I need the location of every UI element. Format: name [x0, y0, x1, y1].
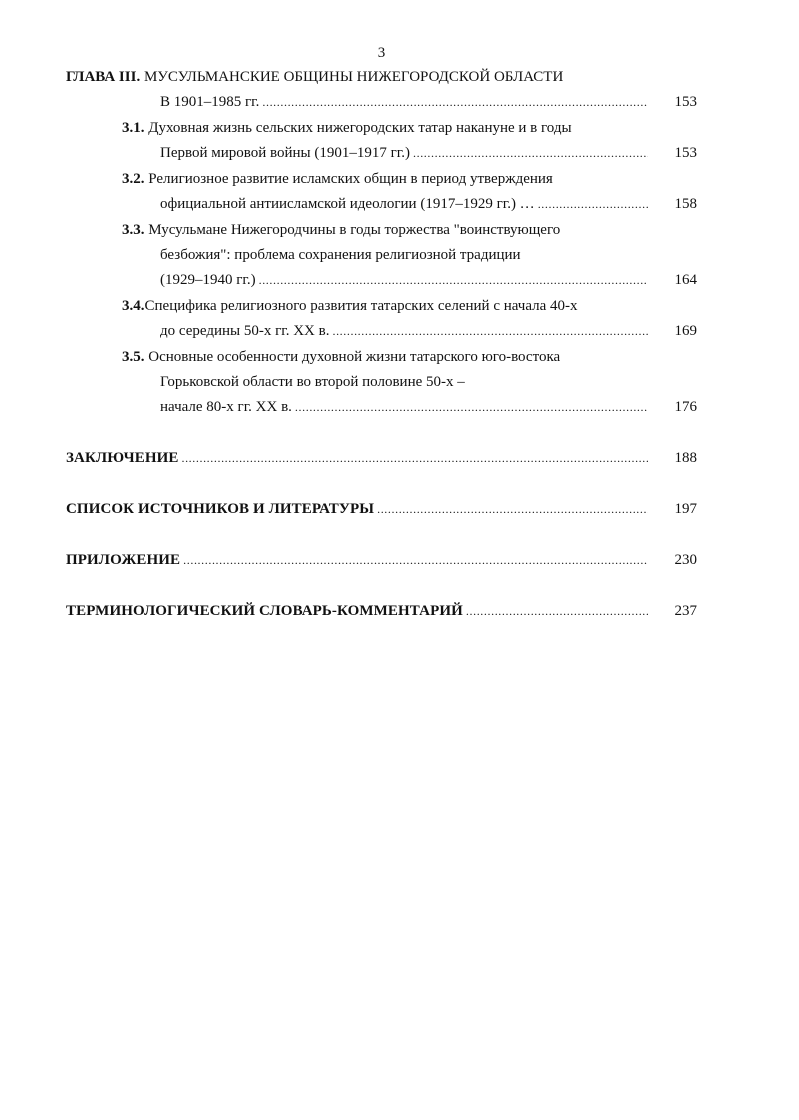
- section-3-4-page: 169: [674, 323, 697, 339]
- leader-dots: [466, 601, 648, 621]
- section-3-3-page: 164: [674, 272, 697, 288]
- page-number: 3: [377, 45, 386, 61]
- section-3-3-line1: Мусульмане Нижегородчины в годы торжества "воинствующего: [144, 222, 561, 238]
- section-3-3-number: 3.3.: [122, 222, 145, 238]
- leader-dots: [413, 143, 648, 163]
- section-3-4-line1: Специфика религиозного развития татарских селений с начала 40-х: [144, 298, 578, 314]
- section-3-1-page: 153: [674, 145, 697, 161]
- leader-dots: [181, 448, 648, 468]
- section-3-5-number: 3.5.: [122, 349, 145, 365]
- glossary-title: ТЕРМИНОЛОГИЧЕСКИЙ СЛОВАРЬ-КОММЕНТАРИЙ: [66, 603, 463, 619]
- appendix-page: 230: [674, 552, 697, 568]
- conclusion-page: 188: [674, 450, 697, 466]
- section-3-4-entry-line[interactable]: [160, 321, 648, 341]
- chapter-3-heading: [66, 67, 563, 87]
- section-3-5-heading: [122, 347, 560, 367]
- leader-dots: [377, 499, 648, 519]
- section-3-1-number: 3.1.: [122, 120, 145, 136]
- section-3-2-page: 158: [674, 196, 697, 212]
- section-3-2-number: 3.2.: [122, 171, 145, 187]
- leader-dots: [295, 397, 648, 417]
- section-3-5-entry-line[interactable]: [160, 397, 648, 417]
- chapter-3-page: 153: [674, 94, 697, 110]
- appendix-entry[interactable]: [66, 550, 648, 570]
- leader-dots: [538, 194, 648, 214]
- appendix-title: ПРИЛОЖЕНИЕ: [66, 552, 181, 568]
- glossary-entry[interactable]: [66, 601, 648, 621]
- section-3-3-line3: (1929–1940 гг.): [160, 272, 256, 288]
- conclusion-entry[interactable]: [66, 448, 648, 468]
- section-3-1-line1: Духовная жизнь сельских нижегородских татар накануне и в годы: [144, 120, 572, 136]
- leader-dots: [262, 92, 648, 112]
- leader-dots: [183, 550, 648, 570]
- conclusion-title: ЗАКЛЮЧЕНИЕ: [66, 450, 179, 466]
- sources-entry[interactable]: [66, 499, 648, 519]
- section-3-1-entry-line[interactable]: [160, 143, 648, 163]
- section-3-3-line2: безбожия": проблема сохранения религиозной традиции: [160, 247, 521, 263]
- section-3-1-heading: [122, 118, 572, 138]
- section-3-2-entry-line[interactable]: [160, 194, 648, 214]
- chapter-3-entry-line[interactable]: [160, 92, 648, 112]
- section-3-1-line2: Первой мировой войны (1901–1917 гг.): [160, 145, 410, 161]
- sources-title: СПИСОК ИСТОЧНИКОВ И ЛИТЕРАТУРЫ: [66, 501, 375, 517]
- section-3-4-line2: до середины 50-х гг. ХХ в.: [160, 323, 330, 339]
- section-3-5-line2: Горьковской области во второй половине 50-х –: [160, 374, 465, 390]
- section-3-2-heading: [122, 169, 553, 189]
- section-3-4-heading: [122, 296, 578, 316]
- section-3-5-line1: Основные особенности духовной жизни татарского юго-востока: [144, 349, 561, 365]
- section-3-3-entry-line[interactable]: [160, 270, 648, 290]
- leader-dots: [259, 270, 648, 290]
- section-3-5-page: 176: [674, 399, 697, 415]
- section-3-2-line2: официальной антиисламской идеологии (1917–1929 гг.) …: [160, 196, 535, 212]
- chapter-3-title: МУСУЛЬМАНСКИЕ ОБЩИНЫ НИЖЕГОРОДСКОЙ ОБЛАСТИ: [140, 69, 564, 85]
- section-3-3-heading: [122, 220, 560, 240]
- section-3-2-line1: Религиозное развитие исламских общин в период утверждения: [144, 171, 553, 187]
- sources-page: 197: [674, 501, 697, 517]
- section-3-4-number: 3.4.: [122, 298, 145, 314]
- leader-dots: [332, 321, 648, 341]
- chapter-3-label: ГЛАВА III.: [66, 69, 141, 85]
- section-3-5-line3: начале 80-х гг. ХХ в.: [160, 399, 292, 415]
- chapter-3-years: В 1901–1985 гг.: [160, 94, 260, 110]
- glossary-page: 237: [674, 603, 697, 619]
